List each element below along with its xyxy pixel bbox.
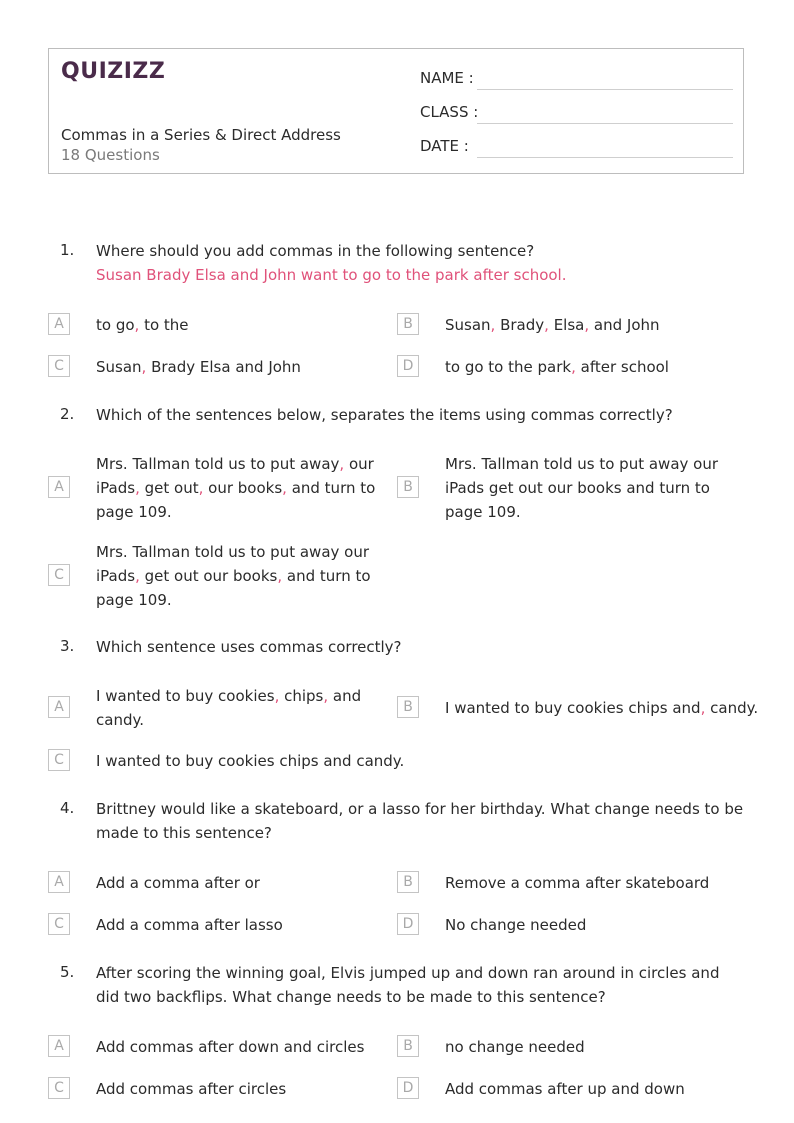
- date-line[interactable]: [477, 157, 733, 158]
- question-count: 18 Questions: [61, 146, 160, 164]
- option-letter: A: [48, 871, 70, 893]
- question-number: 1.: [60, 241, 75, 259]
- option-letter: C: [48, 564, 70, 586]
- option-letter: A: [48, 696, 70, 718]
- option-text: Add a comma after or: [96, 874, 260, 892]
- option-text: Susan, Brady Elsa and John: [96, 358, 301, 376]
- question-text: Which sentence uses commas correctly?: [96, 638, 402, 656]
- option-letter: D: [397, 1077, 419, 1099]
- option-text: Mrs. Tallman told us to put away, our iPads, get out, our books, and turn to page 109.: [96, 455, 376, 521]
- class-label: CLASS :: [420, 103, 479, 121]
- option-text: Mrs. Tallman told us to put away our iPads get out our books and turn to page 109.: [445, 455, 719, 521]
- option-text: Remove a comma after skateboard: [445, 874, 710, 892]
- question-number: 3.: [60, 637, 75, 655]
- worksheet-title: Commas in a Series & Direct Address: [61, 126, 341, 144]
- option-text: I wanted to buy cookies chips and candy.: [96, 752, 405, 770]
- option-text: Add commas after circles: [96, 1080, 287, 1098]
- option-letter: C: [48, 749, 70, 771]
- question-number: 5.: [60, 963, 75, 981]
- option-text: Mrs. Tallman told us to put away our iPads, get out our books, and turn to page 109.: [96, 543, 371, 609]
- option-letter: A: [48, 313, 70, 335]
- option-letter: B: [397, 476, 419, 498]
- question-text: Brittney would like a skateboard, or a lasso for her birthday. What change needs to be made to this sentence?: [96, 800, 744, 842]
- option-letter: A: [48, 476, 70, 498]
- option-text: Add commas after down and circles: [96, 1038, 365, 1056]
- option-text: no change needed: [445, 1038, 585, 1056]
- option-text: I wanted to buy cookies, chips, and candy.: [96, 687, 362, 729]
- worksheet-header: [48, 48, 744, 174]
- name-line[interactable]: [477, 89, 733, 90]
- option-letter: A: [48, 1035, 70, 1057]
- option-text: No change needed: [445, 916, 587, 934]
- option-text: I wanted to buy cookies chips and, candy.: [445, 699, 759, 717]
- question-number: 2.: [60, 405, 75, 423]
- option-letter: D: [397, 355, 419, 377]
- class-line[interactable]: [477, 123, 733, 124]
- question-text: Which of the sentences below, separates the items using commas correctly?: [96, 406, 673, 424]
- option-text: to go, to the: [96, 316, 189, 334]
- option-text: Add a comma after lasso: [96, 916, 283, 934]
- option-letter: B: [397, 871, 419, 893]
- question-number: 4.: [60, 799, 75, 817]
- option-letter: B: [397, 1035, 419, 1057]
- option-letter: C: [48, 913, 70, 935]
- quizizz-logo: QUIZIZZ: [61, 59, 166, 84]
- option-letter: B: [397, 313, 419, 335]
- option-letter: C: [48, 1077, 70, 1099]
- question-sentence: Susan Brady Elsa and John want to go to the park after school.: [96, 266, 567, 284]
- question-text: Where should you add commas in the following sentence?: [96, 242, 535, 260]
- option-letter: D: [397, 913, 419, 935]
- question-text: After scoring the winning goal, Elvis jumped up and down ran around in circles and did two backflips. What change needs to be made to this sentence?: [96, 964, 720, 1006]
- option-text: to go to the park, after school: [445, 358, 669, 376]
- date-label: DATE :: [420, 137, 469, 155]
- option-text: Susan, Brady, Elsa, and John: [445, 316, 660, 334]
- option-letter: B: [397, 696, 419, 718]
- name-label: NAME :: [420, 69, 474, 87]
- option-letter: C: [48, 355, 70, 377]
- option-text: Add commas after up and down: [445, 1080, 685, 1098]
